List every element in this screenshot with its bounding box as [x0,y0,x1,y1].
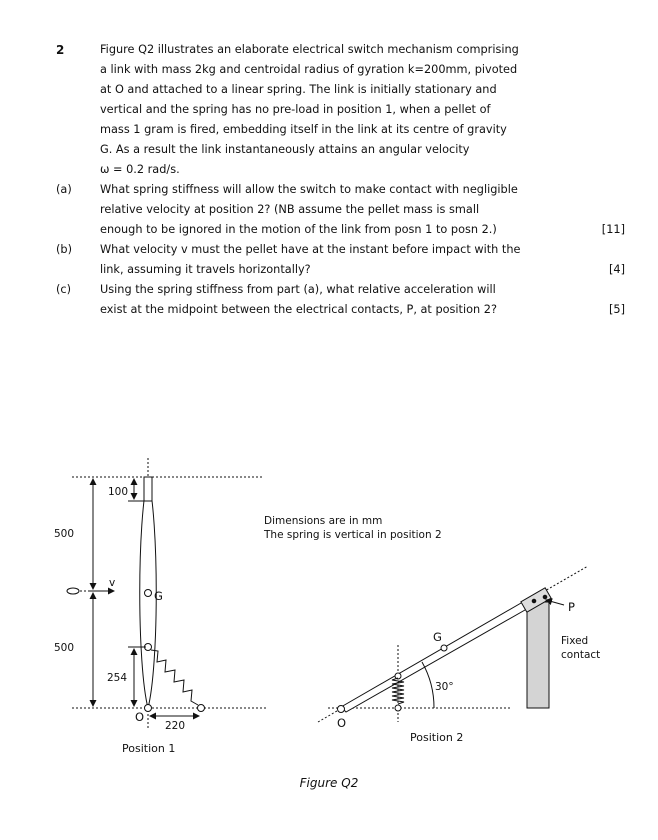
fixed-contact-label-line1: Fixed [561,635,589,647]
part-a-line: enough to be ignored in the motion of the link from posn 1 to posn 2.) [100,223,497,236]
g-label-position-2: G [433,630,442,644]
part-b-line: What velocity v must the pellet have at the instant before impact with the [100,243,521,256]
fixed-contact-block [527,602,549,708]
position-1-label: Position 1 [122,742,176,755]
centre-of-gravity-point-2 [441,645,447,651]
spring-bottom-anchor [395,705,401,711]
spring-coil [151,650,198,705]
part-a-label: (a) [56,183,72,196]
o-label-position-1: O [135,710,145,724]
angle-arc [422,662,434,708]
p-label: P [568,600,575,614]
dim-500-top-label: 500 [54,528,75,540]
link-body-2 [341,599,532,712]
fixed-contact-label-line2: contact [561,649,601,661]
part-c-label: (c) [56,283,72,296]
part-a-marks: [11] [601,223,625,236]
pellet [67,588,79,594]
note-dimensions: Dimensions are in mm [264,515,383,527]
g-label-position-1: G [154,589,163,603]
part-c-line: exist at the midpoint between the electrical contacts, P, at position 2? [100,303,497,316]
figure-caption: Figure Q2 [299,776,359,790]
link-contact-tip [144,477,152,501]
part-c-marks: [5] [608,303,625,316]
intro-line: G. As a result the link instantaneously attains an angular velocity [100,143,470,156]
part-b-label: (b) [56,243,72,256]
pivot-point-2 [338,706,345,713]
figure-notes [263,515,442,541]
spring-anchor [198,705,205,712]
note-spring: The spring is vertical in position 2 [264,529,442,541]
intro-line: Figure Q2 illustrates an elaborate electrical switch mechanism comprising [100,43,519,56]
angle-label: 30° [435,681,454,693]
position-1-labels [54,486,185,755]
dim-220-label: 220 [165,720,186,732]
dim-500-bottom-label: 500 [54,642,75,654]
position-2-label: Position 2 [410,731,464,744]
centre-of-gravity-point [145,590,152,597]
question-number: 2 [56,43,65,57]
intro-line: mass 1 gram is fired, embedding itself in the link at its centre of gravity [100,123,507,136]
velocity-label: v [109,577,116,589]
intro-line: at O and attached to a linear spring. The link is initially stationary and [100,83,497,96]
contact-point [532,599,536,603]
dim-254-label: 254 [107,672,128,684]
dim-100-label: 100 [108,486,129,498]
contact-point [543,595,547,599]
intro-line: a link with mass 2kg and centroidal radius of gyration k=200mm, pivoted [100,63,518,76]
part-a-line: What spring stiffness will allow the switch to make contact with negligible [100,183,518,196]
part-b-line: link, assuming it travels horizontally? [100,263,311,276]
part-b-marks: [4] [608,263,625,276]
intro-line: ω = 0.2 rad/s. [100,163,180,176]
position-2-labels [337,600,600,744]
pivot-point [145,705,152,712]
part-a-line: relative velocity at position 2? (NB assume the pellet mass is small [100,203,480,216]
o-label-position-2: O [337,716,347,730]
position-1-diagram [67,458,268,730]
part-c-line: Using the spring stiffness from part (a), what relative acceleration will [100,283,496,296]
intro-line: vertical and the spring has no pre-load in position 1, when a pellet of [100,103,491,116]
position-2-diagram [318,566,588,722]
